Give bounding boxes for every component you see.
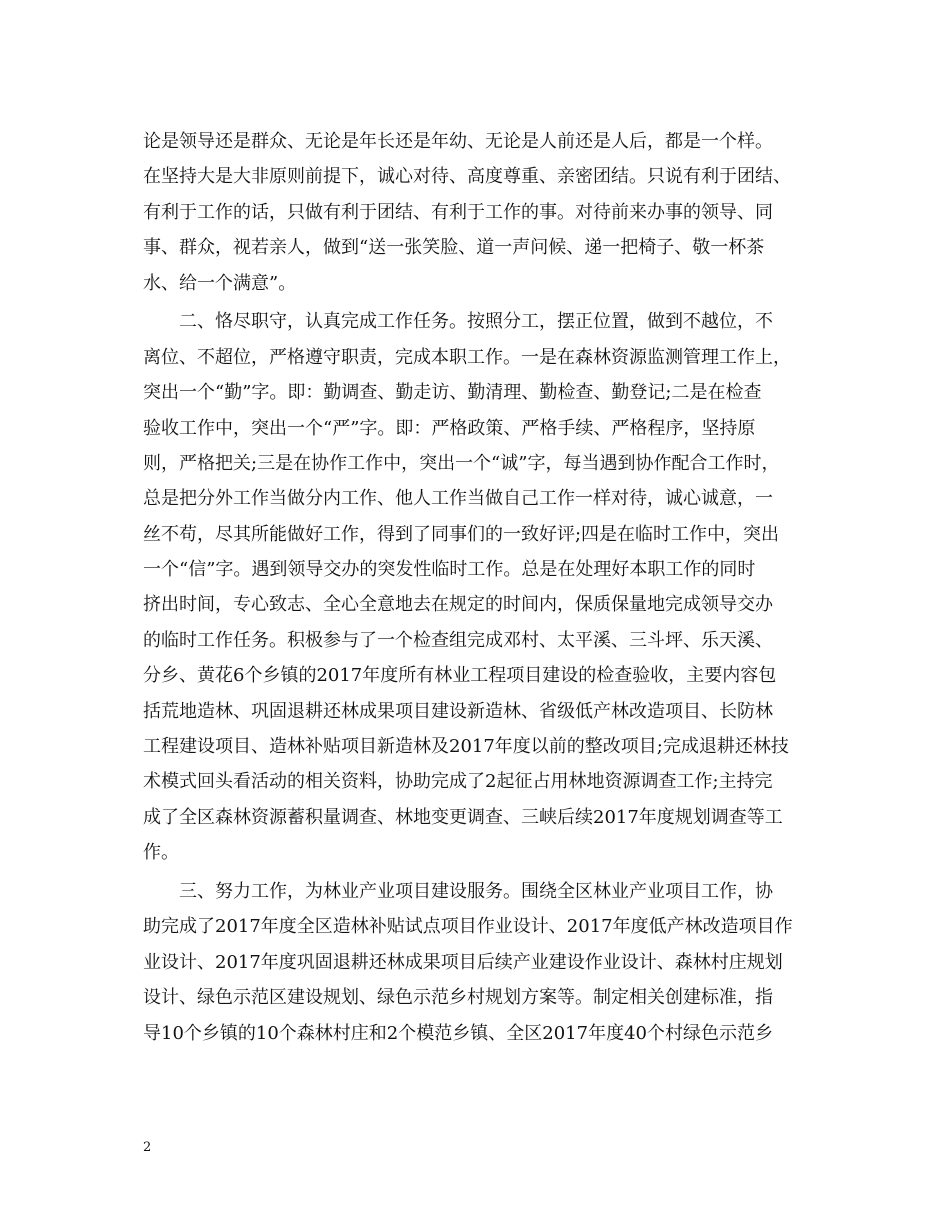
text-line: 则，严格把关;三是在协作工作中，突出一个“诚”字，每当遇到协作配合工作时， (143, 452, 780, 474)
text-line: 总是把分外工作当做分内工作、他人工作当做自己工作一样对待，诚心诚意，一 (143, 488, 773, 510)
text-line: 术模式回头看活动的相关资料，协助完成了2起征占用林地资源调查工作;主持完 (143, 771, 773, 793)
text-line: 丝不苟，尽其所能做好工作，得到了同事们的一致好评;四是在临时工作中，突出 (143, 523, 780, 545)
text-line: 成了全区森林资源蓄积量调查、林地变更调查、三峡后续2017年度规划调查等工 (143, 806, 783, 828)
text-line: 二、恪尽职守，认真完成工作任务。按照分工，摆正位置，做到不越位，不 (143, 311, 773, 333)
text-line: 作。 (143, 842, 179, 864)
text-line: 突出一个“勤”字。即：勤调查、勤走访、勤清理、勤检查、勤登记;二是在检查 (143, 382, 762, 404)
text-line: 水、给一个满意”。 (143, 272, 297, 294)
text-line: 工程建设项目、造林补贴项目新造林及2017年度以前的整改项目;完成退耕还林技 (143, 736, 789, 758)
text-line: 助完成了2017年度全区造林补贴试点项目作业设计、2017年度低产林改造项目作 (143, 916, 793, 938)
text-line: 有利于工作的话，只做有利于团结、有利于工作的事。对待前来办事的领导、同 (143, 201, 773, 223)
text-line: 论是领导还是群众、无论是年长还是年幼、无论是人前还是人后，都是一个样。 (143, 131, 773, 152)
text-line: 事、群众，视若亲人，做到“送一张笑脸、道一声问候、递一把椅子、敬一杯茶 (143, 237, 765, 259)
text-line: 设计、绿色示范区建设规划、绿色示范乡村规划方案等。制定相关创建标准，指 (143, 987, 773, 1009)
document-body (143, 124, 811, 1051)
text-line: 分乡、黄花6个乡镇的2017年度所有林业工程项目建设的检查验收，主要内容包 (143, 665, 777, 687)
text-line: 括荒地造林、巩固退耕还林成果项目建设新造林、省级低产林改造项目、长防林 (143, 700, 773, 722)
text-line: 验收工作中，突出一个“严”字。即：严格政策、严格手续、严格程序，坚持原 (143, 417, 756, 439)
text-line: 业设计、2017年度巩固退耕还林成果项目后续产业建设作业设计、森林村庄规划 (143, 951, 783, 973)
text-line: 的临时工作任务。积极参与了一个检查组完成邓村、太平溪、三斗坪、乐天溪、 (143, 629, 773, 651)
page-number: 2 (143, 1140, 152, 1155)
text-line: 一个“信”字。遇到领导交办的突发性临时工作。总是在处理好本职工作的同时 (143, 559, 756, 581)
text-line: 在坚持大是大非原则前提下，诚心对待、高度尊重、亲密团结。只说有利于团结、 (143, 166, 791, 188)
text-line: 三、努力工作，为林业产业项目建设服务。围绕全区林业产业项目工作，协 (143, 880, 773, 902)
text-line: 导10个乡镇的10个森林村庄和2个模范乡镇、全区2017年度40个村绿色示范乡 (143, 1022, 773, 1044)
text-line: 挤出时间，专心致志、全心全意地去在规定的时间内，保质保量地完成领导交办 (143, 594, 773, 616)
text-line: 离位、不超位，严格遵守职责，完成本职工作。一是在森林资源监测管理工作上， (143, 346, 791, 368)
